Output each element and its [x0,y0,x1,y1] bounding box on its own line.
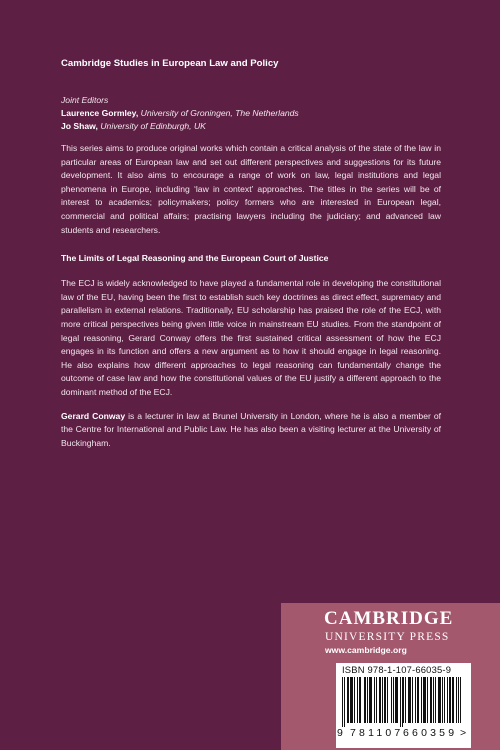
barcode-bar [458,677,459,723]
publisher-panel [281,603,500,750]
barcode-bar [382,677,383,723]
barcode-bar [418,677,419,723]
editor-shaw: Jo Shaw, University of Edinburgh, UK [61,121,206,131]
barcode-bar [396,677,397,723]
editors-block [61,94,441,133]
barcode-bar [342,677,343,727]
barcode-bar [425,677,426,723]
barcode-bar [379,677,380,723]
book-blurb: The ECJ is widely acknowledged to have played a fundamental role in developing the constitutional law of the EU, having been the first to establish such key doctrines as direct effect, supremacy and parallelism in external relations. Traditionally, EU scholarship has praised the role of the ECJ, with more critical perspectives being given little voice in mainstream EU studies. From the standpoint of legal reasoning, Gerard Conway offers the first sustained critical assessment of how the ECJ engages in its function and offers a new argument as to how it should engage in legal reasoning. He also explains how different approaches to legal reasoning can fundamentally change the outcome of case law and how the constitutional values of the EU justify a different approach to the dominant method of the ECJ. [61,278,441,397]
barcode-bar [395,677,396,723]
barcode-bar [408,677,409,723]
barcode-bar [348,677,349,723]
barcode-bar [400,677,401,727]
barcode-bar [369,677,370,723]
barcode-bar [347,677,348,723]
barcode-bar [447,677,448,723]
barcode-bar [421,677,422,723]
barcode-bar [440,677,441,723]
barcode-bar [409,677,410,723]
barcode-bar [424,677,425,723]
barcode-bar [435,677,436,723]
barcode-bar [397,677,398,723]
barcode-bar [391,677,392,723]
barcode-bar [430,677,431,723]
barcode-bar [405,677,406,723]
barcode-bar [453,677,454,723]
barcode: ISBN 978-1-107-66035-9 9 781107 660359 > [336,663,471,748]
barcode-bar [417,677,418,723]
series-title: Cambridge Studies in European Law and Policy [61,58,279,69]
barcode-bar [385,677,386,723]
author-bio: Gerard Conway is a lecturer in law at Brunel University in London, where he is also a member of the Centre for International and Public Law. He has also been a visiting lecturer at the University of Buckingham. [61,410,441,448]
publisher-url: www.cambridge.org [325,645,407,655]
barcode-bar [344,677,345,727]
barcode-bar [371,677,372,723]
barcode-bar [439,677,440,723]
barcode-bar [370,677,371,723]
barcode-bar [431,677,432,723]
barcode-bars [342,677,465,727]
barcode-bar [360,677,361,723]
isbn-label: ISBN 978-1-107-66035-9 [342,664,452,675]
barcode-bar [427,677,428,723]
barcode-bar [444,677,445,723]
barcode-bar [415,677,416,723]
barcode-bar [367,677,368,723]
barcode-bar [352,677,353,723]
barcode-bar [460,677,461,723]
barcode-bar [442,677,443,723]
barcode-bar [438,677,439,723]
barcode-bar [423,677,424,723]
barcode-bar [357,677,358,723]
barcode-bar [410,677,411,723]
barcode-bar [450,677,451,723]
barcode-bar [384,677,385,723]
barcode-bar [456,677,457,723]
publisher-logo: CAMBRIDGE UNIVERSITY PRESS [324,608,454,643]
barcode-bar [412,677,413,723]
barcode-bar [387,677,388,723]
barcode-bar [359,677,360,723]
series-description: This series aims to produce original works which contain a critical analysis of the state of the law in particular areas of European law and set out different perspectives and suggestions for its future development. It also aims to encourage a range of work on law, legal institutions and legal phenomena in Europe, including ‘law in context’ approaches. The titles in the series will be of interest to academics; policymakers; policy formers who are interested in European legal, commercial and political affairs; practising lawyers including the judiciary; and advanced law students and researchers. [61,143,441,235]
barcode-bar [374,677,375,723]
barcode-bar [403,677,404,723]
barcode-bar [449,677,450,723]
barcode-bar [393,677,394,723]
editors-label: Joint Editors [61,95,109,105]
book-title: The Limits of Legal Reasoning and the European Court of Justice [61,253,329,264]
barcode-bar [402,677,403,727]
editor-gormley: Laurence Gormley, University of Groningen, The Netherlands [61,108,299,118]
barcode-bar [354,677,355,723]
barcode-bar [452,677,453,723]
barcode-bar [433,677,434,723]
barcode-bar [380,677,381,723]
barcode-bar [376,677,377,723]
barcode-bar [350,677,351,723]
barcode-bar [351,677,352,723]
back-cover-text [61,58,441,460]
barcode-bar [364,677,365,723]
barcode-bar [365,677,366,723]
author-name: Gerard Conway [61,410,126,421]
